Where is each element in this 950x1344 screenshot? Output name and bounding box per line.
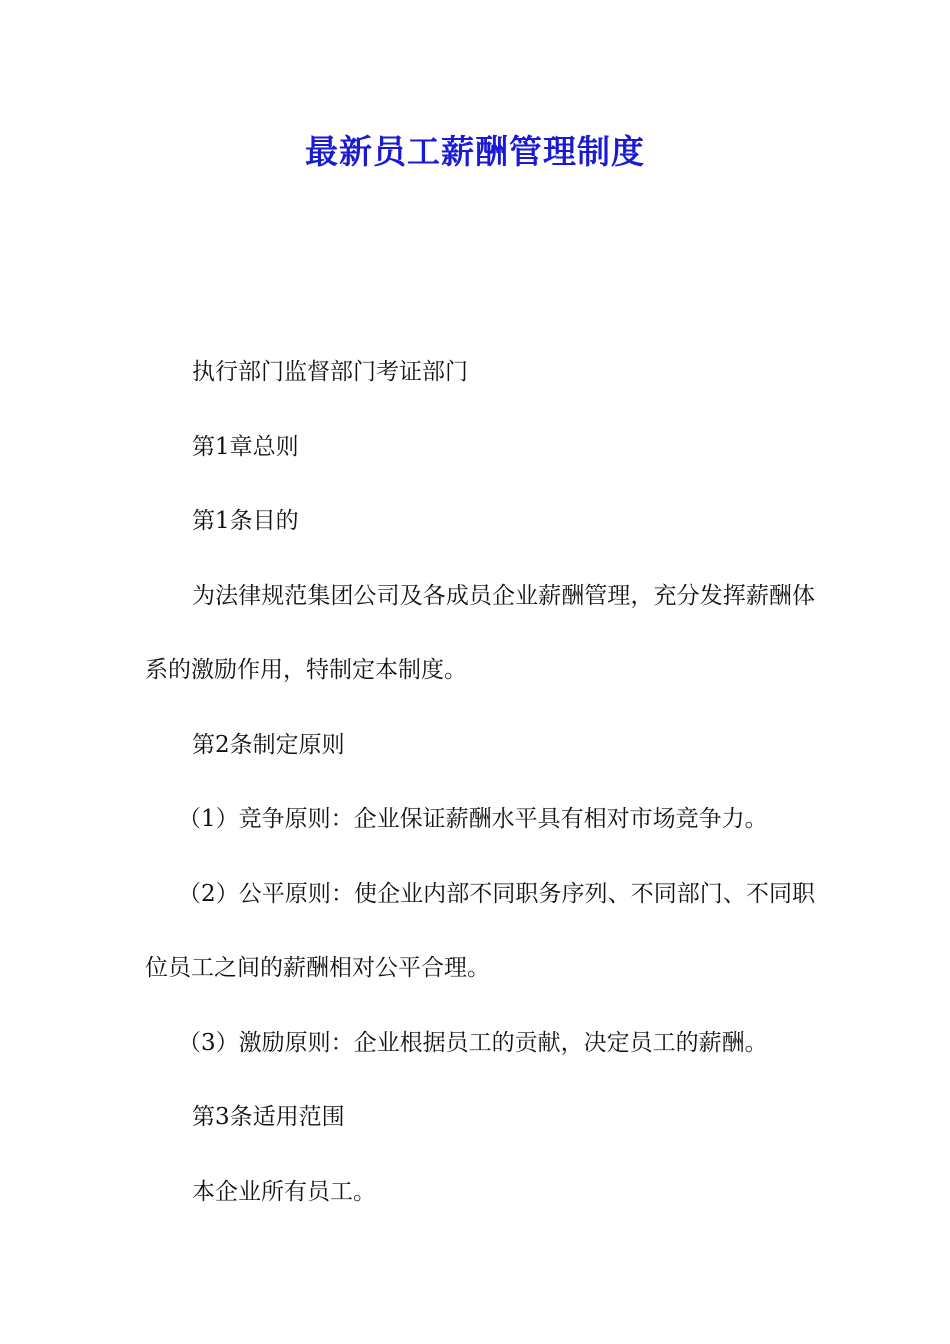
principle-item-incentive: （3）激励原则：企业根据员工的贡献，决定员工的薪酬。 xyxy=(178,1029,768,1056)
principle-item-competition: （1）竞争原则：企业保证薪酬水平具有相对市场竞争力。 xyxy=(178,806,768,832)
article-heading-principles: 第2条制定原则 xyxy=(192,731,345,758)
article-heading-purpose: 第1条目的 xyxy=(192,508,299,534)
chapter-heading: 第1章总则 xyxy=(192,433,299,460)
paragraph-scope: 本企业所有员工。 xyxy=(192,1178,376,1205)
paragraph-purpose: 为法律规范集团公司及各成员企业薪酬管理，充分发挥薪酬体系的激励作用，特制定本制度。 xyxy=(145,582,815,683)
article-heading-scope: 第3条适用范围 xyxy=(192,1104,345,1130)
document-body xyxy=(145,335,815,1229)
principle-item-fairness: （2）公平原则：使企业内部不同职务序列、不同部门、不同职位员工之间的薪酬相对公平合理。 xyxy=(145,880,815,981)
document-title: 最新员工薪酬管理制度 xyxy=(305,132,645,171)
paragraph-departments: 执行部门监督部门考证部门 xyxy=(192,359,468,385)
